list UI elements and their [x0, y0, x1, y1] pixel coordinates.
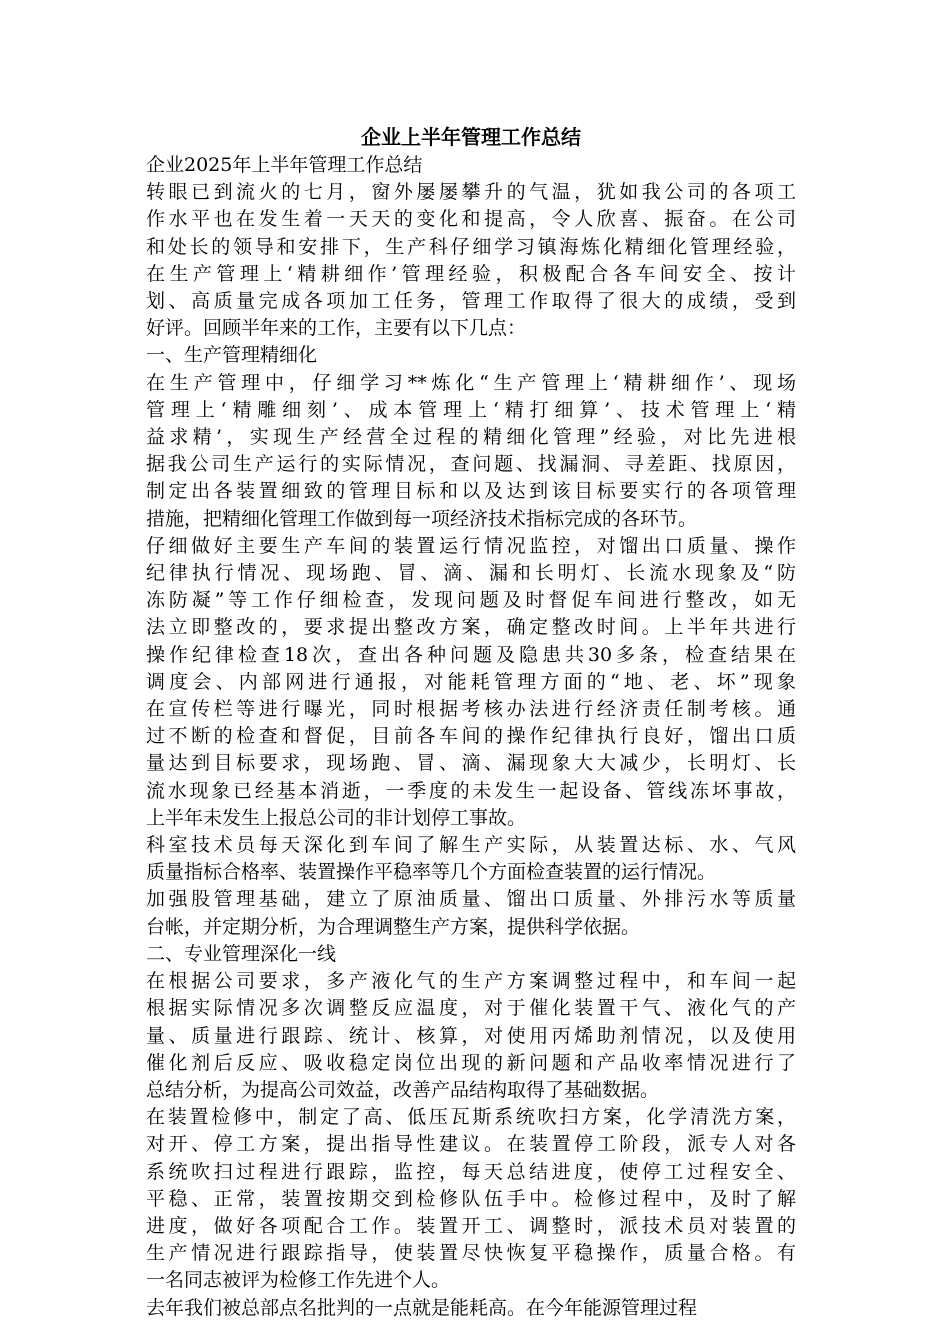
paragraph-line: 对开、停工方案，提出指导性建议。在装置停工阶段，派专人对各 — [146, 1133, 796, 1156]
paragraph — [146, 533, 796, 832]
paragraph-line: 制定出各装置细致的管理目标和以及达到该目标要实行的各项管理 — [146, 480, 796, 503]
paragraph-line: 上半年未发生上报总公司的非计划停工事故。 — [146, 806, 527, 829]
paragraph-line: 纪律执行情况、现场跑、冒、滴、漏和长明灯、长流水现象及“防 — [146, 562, 796, 585]
paragraph-line: 一名同志被评为检修工作先进个人。 — [146, 1269, 451, 1292]
paragraph-line: 措施，把精细化管理工作做到每一项经济技术指标完成的各环节。 — [146, 507, 698, 530]
document-title: 企业上半年管理工作总结 — [361, 125, 581, 149]
section-heading — [146, 342, 796, 369]
paragraph-line: 加强股管理基础，建立了原油质量、馏出口质量、外排污水等质量 — [146, 888, 796, 911]
paragraph-line: 平稳、正常，装置按期交到检修队伍手中。检修过程中，及时了解 — [146, 1187, 796, 1210]
paragraph-line: 催化剂后反应、吸收稳定岗位出现的新问题和产品收率情况进行了 — [146, 1051, 796, 1074]
paragraph-line: 和处长的领导和安排下，生产科仔细学习镇海炼化精细化管理经验， — [146, 235, 796, 258]
paragraph-line: 仔细做好主要生产车间的装置运行情况监控，对馏出口质量、操作 — [146, 534, 796, 557]
paragraph-line: 作水平也在发生着一天天的变化和提高，令人欣喜、振奋。在公司 — [146, 208, 796, 231]
section-heading — [146, 941, 796, 968]
section-heading-text: 一、生产管理精细化 — [146, 344, 318, 367]
paragraph-line: 台帐，并定期分析，为合理调整生产方案，提供科学依据。 — [146, 915, 641, 938]
paragraph-line: 操作纪律检查18次，查出各种问题及隐患共30多条，检查结果在 — [146, 643, 796, 666]
paragraph — [146, 179, 796, 342]
paragraph-line: 量达到目标要求，现场跑、冒、滴、漏现象大大减少，长明灯、长 — [146, 752, 796, 775]
paragraph-line: 调度会、内部网进行通报，对能耗管理方面的“地、老、坏”现象 — [146, 670, 796, 693]
paragraph-line: 去年我们被总部点名批判的一点就是能耗高。在今年能源管理过程 — [146, 1296, 698, 1319]
paragraph — [146, 968, 796, 1104]
paragraph-line: 划、高质量完成各项加工任务，管理工作取得了很大的成绩，受到 — [146, 290, 796, 313]
paragraph-line: 益求精’，实现生产经营全过程的精细化管理”经验，对比先进根 — [146, 426, 796, 449]
paragraph-line: 进度，做好各项配合工作。装置开工、调整时，派技术员对装置的 — [146, 1214, 796, 1237]
paragraph-line: 过不断的检查和督促，目前各车间的操作纪律执行良好，馏出口质 — [146, 725, 796, 748]
paragraph-line: 在宣传栏等进行曝光，同时根据考核办法进行经济责任制考核。通 — [146, 698, 796, 721]
paragraph-line: 据我公司生产运行的实际情况，查问题、找漏洞、寻差距、找原因， — [146, 453, 796, 476]
paragraph-line: 在装置检修中，制定了高、低压瓦斯系统吹扫方案，化学清洗方案， — [146, 1106, 796, 1129]
paragraph-line: 转眼已到流火的七月，窗外屡屡攀升的气温，犹如我公司的各项工 — [146, 181, 796, 204]
paragraph-line: 好评。回顾半年来的工作，主要有以下几点： — [146, 317, 527, 340]
document-subtitle: 企业2025年上半年管理工作总结 — [146, 154, 423, 176]
paragraph-line: 质量指标合格率、装置操作平稳率等几个方面检查装置的运行情况。 — [146, 861, 717, 884]
paragraph — [146, 886, 796, 940]
paragraph-line: 科室技术员每天深化到车间了解生产实际，从装置达标、水、气风 — [146, 834, 796, 857]
paragraph — [146, 1295, 796, 1322]
paragraph-line: 冻防凝”等工作仔细检查，发现问题及时督促车间进行整改，如无 — [146, 589, 796, 612]
paragraph-line: 根据实际情况多次调整反应温度，对于催化装置干气、液化气的产 — [146, 997, 796, 1020]
paragraph — [146, 1104, 796, 1294]
paragraph-line: 系统吹扫过程进行跟踪，监控，每天总结进度，使停工过程安全、 — [146, 1160, 796, 1183]
document-body — [146, 122, 796, 1322]
paragraph-line: 总结分析，为提高公司效益，改善产品结构取得了基础数据。 — [146, 1078, 660, 1101]
paragraph-line: 管理上‘精雕细刻’、成本管理上‘精打细算’、技术管理上‘精 — [146, 398, 796, 421]
paragraph-list — [146, 179, 796, 1322]
paragraph-line: 在根据公司要求，多产液化气的生产方案调整过程中，和车间一起 — [146, 970, 796, 993]
paragraph — [146, 370, 796, 533]
paragraph-line: 生产情况进行跟踪指导，使装置尽快恢复平稳操作，质量合格。有 — [146, 1242, 796, 1265]
paragraph — [146, 832, 796, 886]
paragraph-line: 法立即整改的，要求提出整改方案，确定整改时间。上半年共进行 — [146, 616, 796, 639]
paragraph-line: 量、质量进行跟踪、统计、核算，对使用丙烯助剂情况，以及使用 — [146, 1024, 796, 1047]
paragraph-line: 在生产管理上‘精耕细作’管理经验，积极配合各车间安全、按计 — [146, 262, 796, 285]
paragraph-line: 在生产管理中，仔细学习**炼化“生产管理上‘精耕细作’、现场 — [146, 371, 796, 394]
paragraph-line: 流水现象已经基本消逝，一季度的未发生一起设备、管线冻坏事故， — [146, 779, 796, 802]
section-heading-text: 二、专业管理深化一线 — [146, 942, 337, 965]
